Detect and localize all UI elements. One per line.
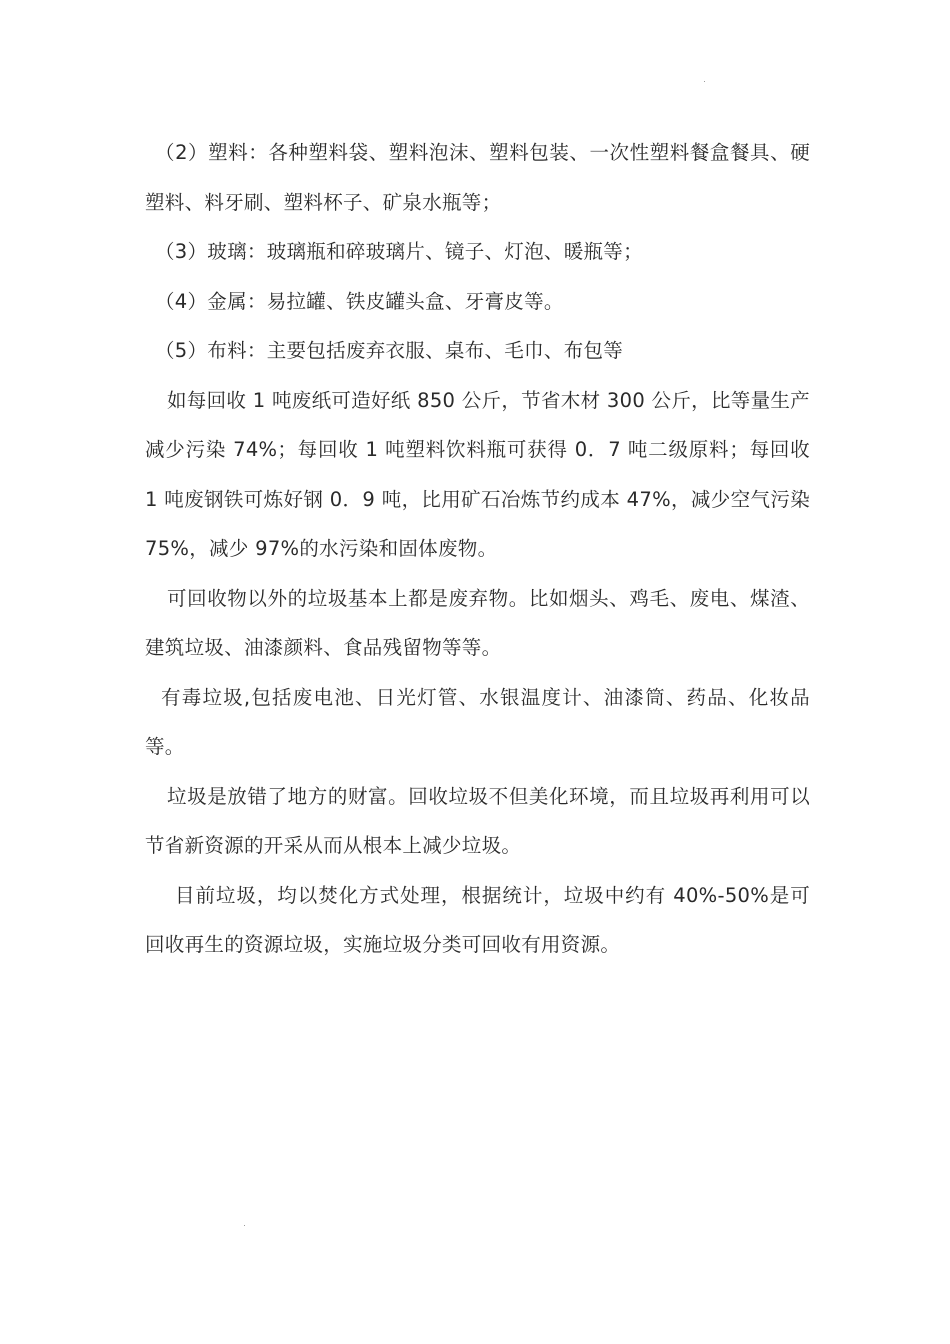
list-item-plastic: （2）塑料：各种塑料袋、塑料泡沫、塑料包装、一次性塑料餐盒餐具、硬塑料、料牙刷、塑料杯子、矿泉水瓶等；	[145, 141, 810, 214]
paragraph-current-processing: 目前垃圾，均以焚化方式处理，根据统计，垃圾中约有 40%-50%是可回收再生的资源垃圾，实施垃圾分类可回收有用资源。	[145, 883, 810, 956]
list-item-fabric: （5）布料：主要包括废弃衣服、桌布、毛巾、布包等	[155, 339, 624, 362]
scan-speck-bottom	[244, 1225, 245, 1226]
paragraph-non-recyclables: 可回收物以外的垃圾基本上都是废弃物。比如烟头、鸡毛、废电、煤渣、建筑垃圾、油漆颜料、食品残留物等等。	[145, 586, 810, 659]
list-item-metal: （4）金属：易拉罐、铁皮罐头盒、牙膏皮等。	[155, 289, 564, 313]
paragraph-recycling-benefits: 如每回收 1 吨废纸可造好纸 850 公斤，节省木材 300 公斤，比等量生产减少污染 74%；每回收 1 吨塑料饮料瓶可获得 0．7 吨二级原料；每回收 1 吨废钢铁可炼好钢 0．9 吨，比用矿石冶炼节约成本 47%，减少空气污染 75%，减少 97%的水污染和固体废物。	[145, 388, 810, 560]
document-body	[145, 128, 810, 970]
paragraph-toxic-waste: 有毒垃圾,包括废电池、日光灯管、水银温度计、油漆筒、药品、化妆品等。	[145, 685, 810, 758]
list-item-glass: （3）玻璃：玻璃瓶和碎玻璃片、镜子、灯泡、暖瓶等；	[155, 240, 643, 263]
paragraph-waste-as-wealth: 垃圾是放错了地方的财富。回收垃圾不但美化环境，而且垃圾再利用可以节省新资源的开采从而从根本上减少垃圾。	[145, 784, 810, 857]
scan-speck-top	[704, 81, 705, 82]
